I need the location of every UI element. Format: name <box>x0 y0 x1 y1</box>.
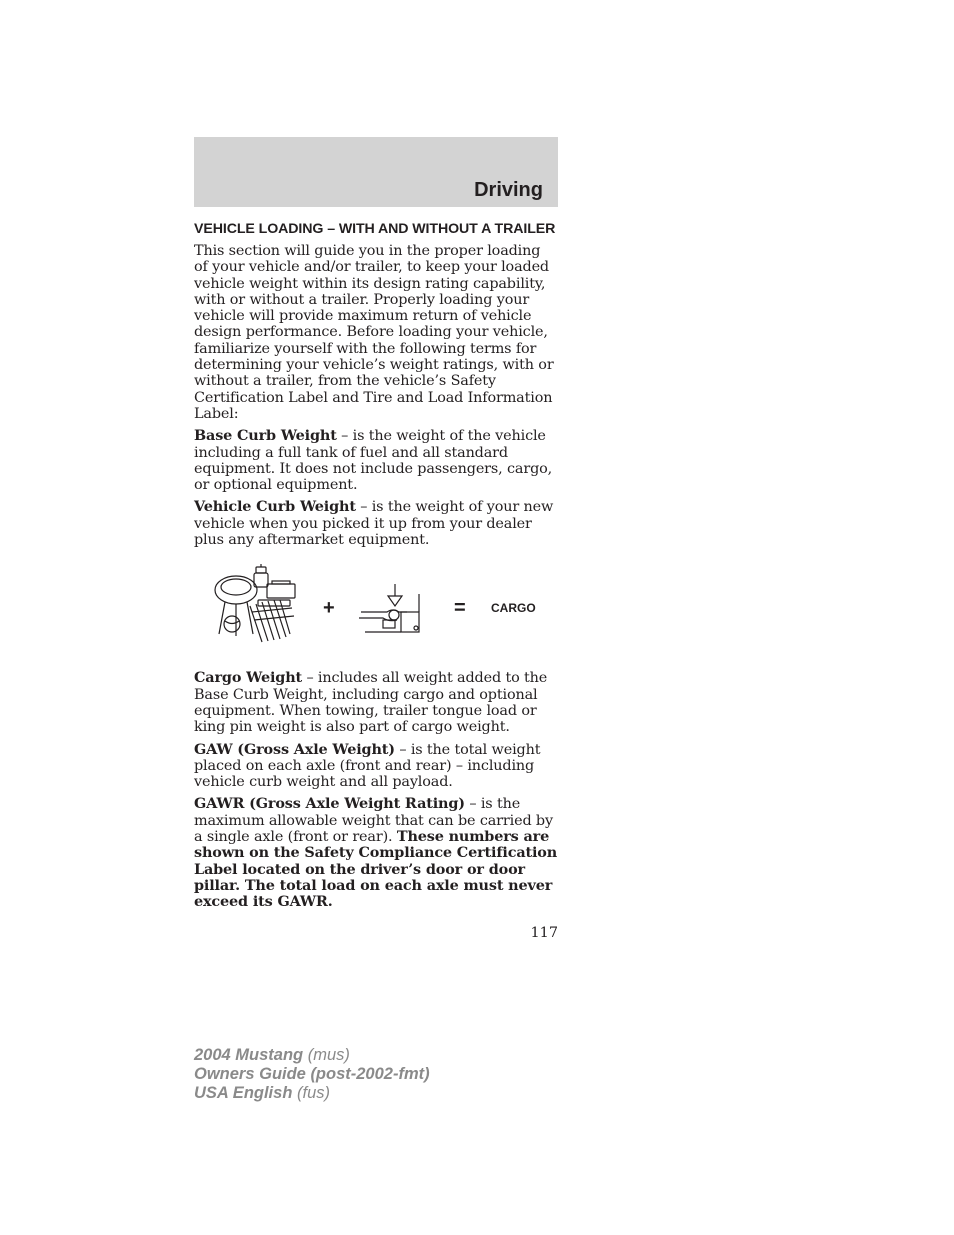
footer-line-3: USA English (fus) <box>194 1084 330 1102</box>
intro-paragraph: This section will guide you in the proper loading of your vehicle and/or trailer, to keep your loaded vehicle weight within its design rating capability, with or without a trailer. Properly loading your vehicle will provide maximum return of vehicle design performance. Before loading your vehicle, familiarize yourself with the following terms for determining your vehicle’s weight ratings, with or without a trailer, from the vehicle’s Safety Certification Label and Tire and Load Information Label: <box>194 243 554 422</box>
vehicle-curb-weight-text: – is the weight of your new vehicle when you picked it up from your dealer plus any aftermarket equipment. <box>194 499 554 549</box>
cargo-weight-text: – includes all weight added to the Base Curb Weight, including cargo and optional equipment. When towing, trailer tongue load or king pin weight is also part of cargo weight. <box>194 670 548 736</box>
equals-sign: = <box>454 597 466 620</box>
cargo-weight-term: Cargo Weight <box>194 669 303 687</box>
gawr-emphasis: These numbers are shown on the Safety Compliance Certification Label located on the driver’s door or door pillar. The total load on each axle must never exceed its GAWR. <box>194 828 558 911</box>
gaw-paragraph <box>194 742 558 791</box>
gawr-text: – is the maximum allowable weight that can be carried by a single axle (front or rear). <box>194 796 553 846</box>
trailer-hitch-icon <box>357 582 429 640</box>
base-curb-weight-term: Base Curb Weight <box>194 427 337 445</box>
gaw-text: – is the total weight placed on each axle (front and rear) – including vehicle curb weight and all payload. <box>194 741 541 791</box>
footer-line-2: Owners Guide (post-2002-fmt) <box>194 1065 430 1083</box>
gaw-term: GAW (Gross Axle Weight) <box>194 740 395 758</box>
plus-sign: + <box>323 597 335 620</box>
vehicle-curb-weight-paragraph <box>194 499 558 548</box>
gawr-paragraph <box>194 796 558 910</box>
gawr-term: GAWR (Gross Axle Weight Rating) <box>194 795 465 813</box>
footer-line-1: 2004 Mustang (mus) <box>194 1046 350 1064</box>
vehicle-curb-weight-term: Vehicle Curb Weight <box>194 498 356 516</box>
document-footer <box>194 1046 430 1103</box>
luggage-cargo-icon <box>210 564 300 644</box>
main-content <box>194 222 558 917</box>
section-heading: VEHICLE LOADING – WITH AND WITHOUT A TRAILER <box>194 221 556 237</box>
base-curb-weight-text: – is the weight of the vehicle including a full tank of fuel and all standard equipment. It does not include passengers, cargo, or optional equipment. <box>194 428 553 494</box>
base-curb-weight-paragraph <box>194 428 558 493</box>
header-band <box>194 137 558 207</box>
page-number: 117 <box>530 925 558 941</box>
cargo-illustration <box>194 564 558 664</box>
cargo-weight-paragraph <box>194 670 558 735</box>
chapter-title: Driving <box>474 179 543 201</box>
cargo-label: CARGO <box>491 601 536 616</box>
